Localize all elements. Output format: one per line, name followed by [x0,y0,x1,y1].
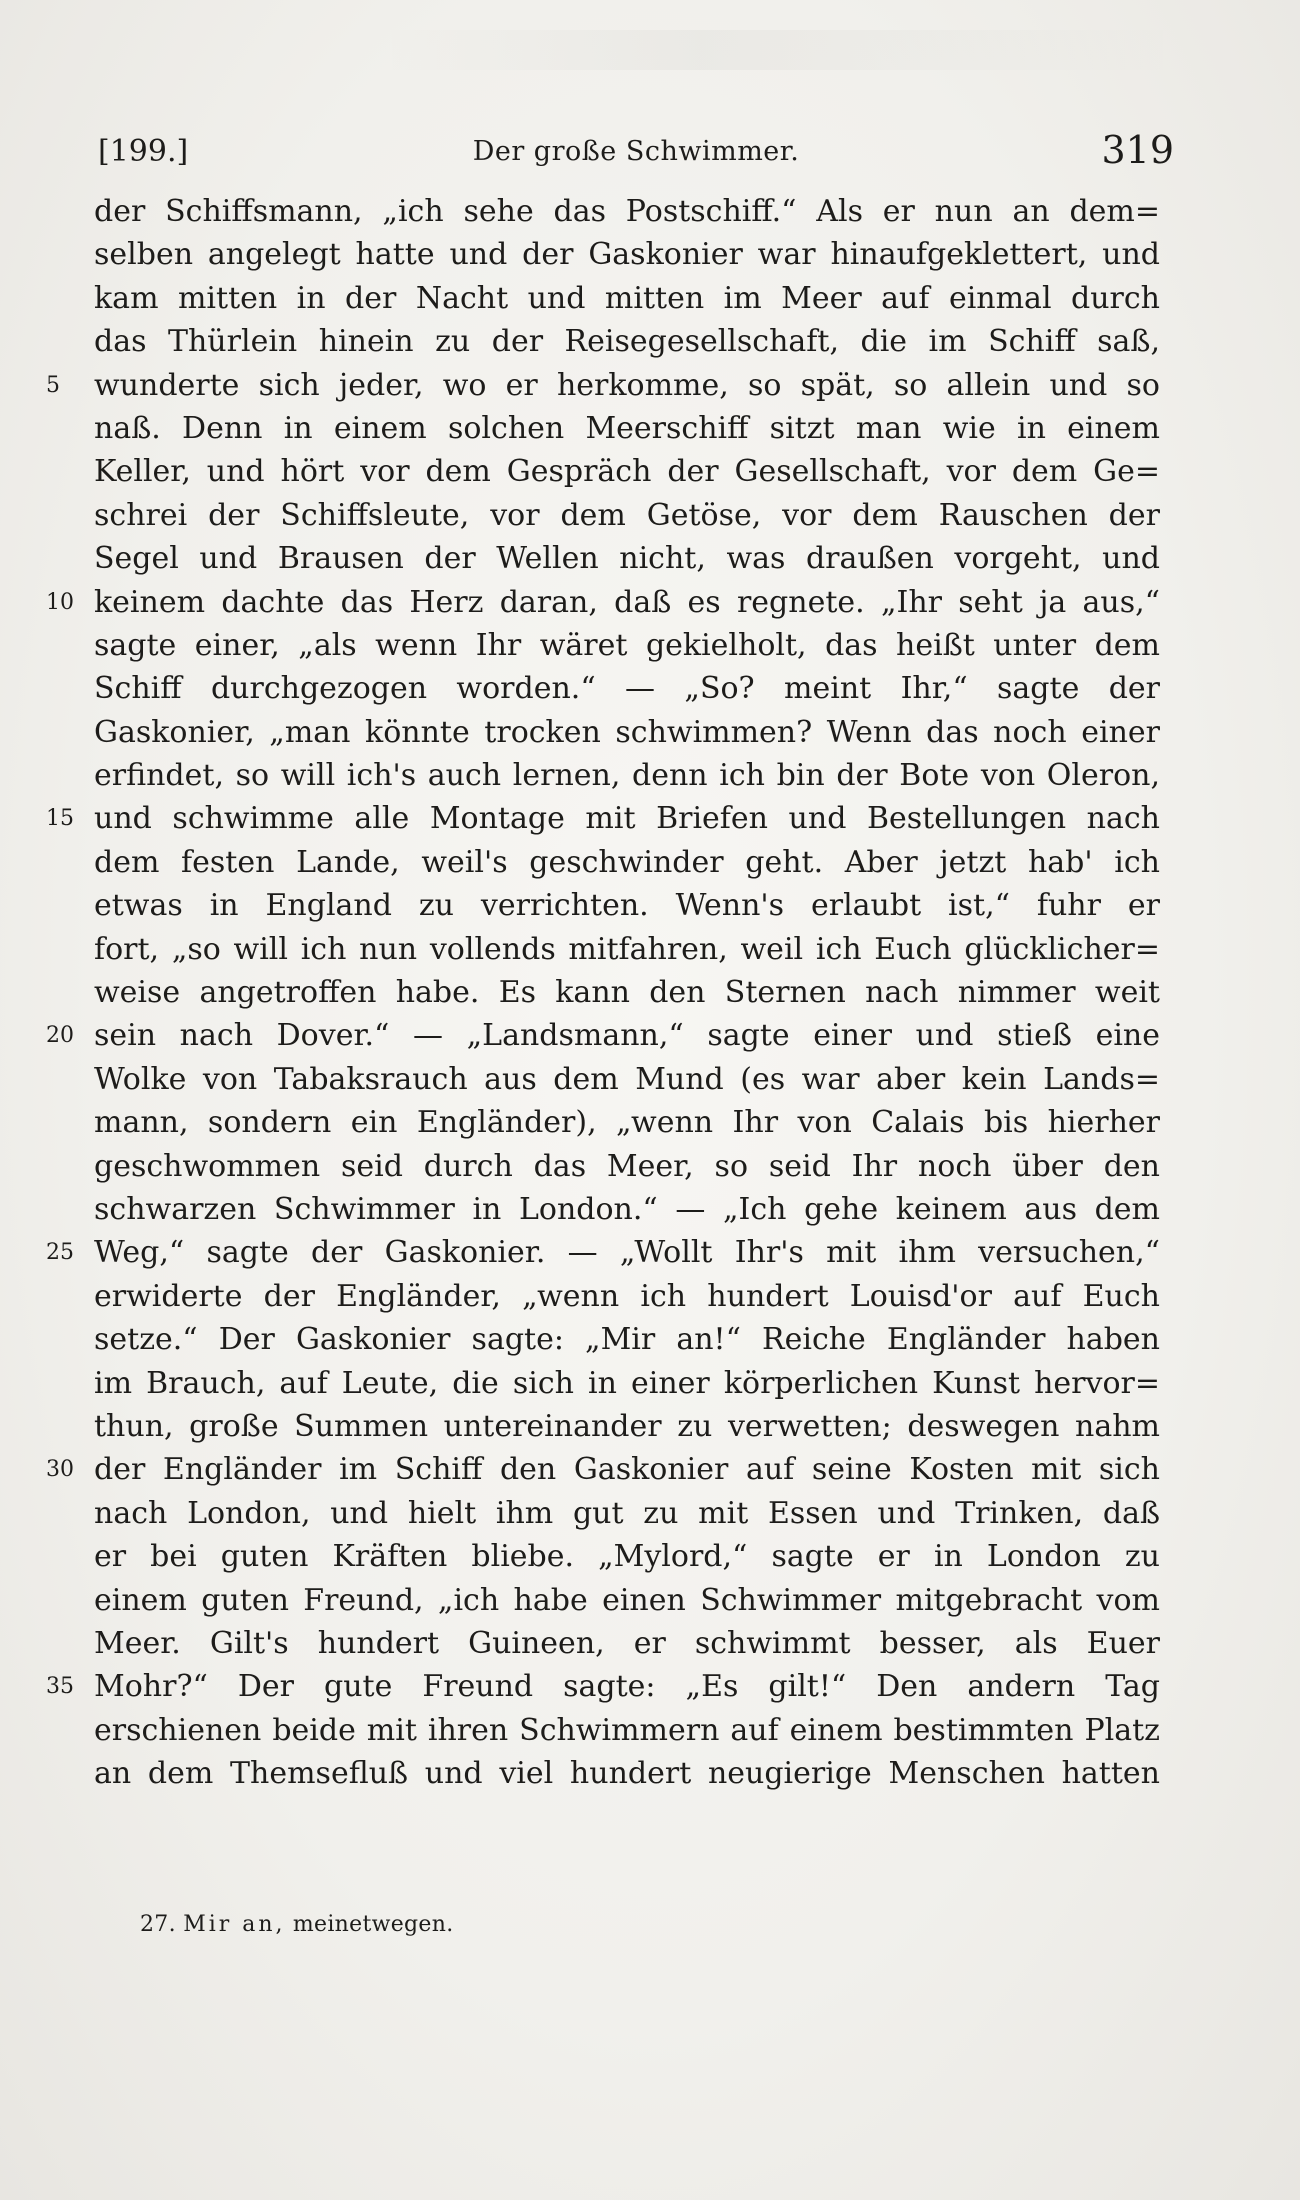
line-text: das Thürlein hinein zu der Reisegesellschaft, die im Schiff saß, [94,324,1160,360]
text-line [94,1535,1160,1578]
line-text: mann, sondern ein Engländer), „wenn Ihr von Calais bis hierher [94,1105,1160,1141]
line-text: einem guten Freund, „ich habe einen Schwimmer mitgebracht vom [94,1582,1160,1618]
line-text: Segel und Brausen der Wellen nicht, was draußen vorgeht, und [94,541,1160,577]
text-line [94,667,1160,710]
footnote-ref: 27. [140,1912,176,1937]
footnote-term: Mir an, [183,1912,286,1937]
text-line [94,1188,1160,1231]
line-text: der Engländer im Schiff den Gaskonier auf seine Kosten mit sich [94,1452,1160,1488]
text-line [94,450,1160,493]
line-number: 5 [46,372,60,398]
text-line [46,581,1160,624]
text-line [94,233,1160,276]
text-line [46,1665,1160,1708]
text-line [94,320,1160,363]
paper-bleed-through [380,30,1180,70]
text-line [94,190,1160,233]
line-number: 15 [46,806,74,832]
line-text: Keller, und hört vor dem Gespräch der Gesellschaft, vor dem Ge= [94,454,1160,490]
line-text: kam mitten in der Nacht und mitten im Meer auf einmal durch [94,280,1160,316]
text-line [94,1579,1160,1622]
line-text: im Brauch, auf Leute, die sich in einer körperlichen Kunst hervor= [94,1365,1160,1401]
running-header [98,128,1174,178]
line-text: schwarzen Schwimmer in London.“ — „Ich gehe keinem aus dem [94,1191,1160,1227]
text-line [94,1709,1160,1752]
line-text: erwiderte der Engländer, „wenn ich hundert Louisd'or auf Euch [94,1278,1160,1314]
text-line [46,1448,1160,1491]
line-text: wunderte sich jeder, wo er herkomme, so spät, so allein und so [94,367,1160,403]
text-line [94,537,1160,580]
line-text: sagte einer, „als wenn Ihr wäret gekielholt, das heißt unter dem [94,627,1160,663]
line-text: selben angelegt hatte und der Gaskonier war hinaufgeklettert, und [94,237,1160,273]
text-line [94,1752,1160,1795]
line-text: erfindet, so will ich's auch lernen, denn ich bin der Bote von Oleron, [94,758,1160,794]
text-line [94,884,1160,927]
line-text: keinem dachte das Herz daran, daß es regnete. „Ihr seht ja aus,“ [94,584,1160,620]
line-text: Schiff durchgezogen worden.“ — „So? meint Ihr,“ sagte der [94,671,1160,707]
line-text: thun, große Summen untereinander zu verwetten; deswegen nahm [94,1408,1160,1444]
text-line [94,1058,1160,1101]
text-line [94,754,1160,797]
line-text: Weg,“ sagte der Gaskonier. — „Wollt Ihr's mit ihm versuchen,“ [94,1235,1160,1271]
body-text [46,190,1160,1795]
line-text: an dem Themsefluß und viel hundert neugierige Menschen hatten [94,1756,1160,1792]
text-line [94,1622,1160,1665]
text-line [94,1492,1160,1535]
text-line [94,928,1160,971]
line-text: schrei der Schiffsleute, vor dem Getöse, vor dem Rauschen der [94,497,1160,533]
text-line [94,494,1160,537]
line-text: nach London, und hielt ihm gut zu mit Essen und Trinken, daß [94,1495,1160,1531]
text-line [94,1362,1160,1405]
line-text: setze.“ Der Gaskonier sagte: „Mir an!“ Reiche Engländer haben [94,1322,1160,1358]
text-line [46,1231,1160,1274]
line-text: weise angetroffen habe. Es kann den Sternen nach nimmer weit [94,975,1160,1011]
text-line [94,1318,1160,1361]
line-number: 25 [46,1240,74,1266]
line-text: geschwommen seid durch das Meer, so seid Ihr noch über den [94,1148,1160,1184]
line-text: sein nach Dover.“ — „Landsmann,“ sagte einer und stieß eine [94,1018,1160,1054]
running-title: Der große Schwimmer. [472,136,800,167]
text-line [46,1014,1160,1057]
line-text: erschienen beide mit ihren Schwimmern auf einem bestimmten Platz [94,1712,1160,1748]
line-text: Gaskonier, „man könnte trocken schwimmen? Wenn das noch einer [94,714,1160,750]
text-line [94,1101,1160,1144]
line-text: dem festen Lande, weil's geschwinder geht. Aber jetzt hab' ich [94,844,1160,880]
line-text: naß. Denn in einem solchen Meerschiff sitzt man wie in einem [94,410,1160,446]
line-text: der Schiffsmann, „ich sehe das Postschiff.“ Als er nun an dem= [94,194,1160,229]
text-line [94,624,1160,667]
line-text: Mohr?“ Der gute Freund sagte: „Es gilt!“ Den andern Tag [94,1669,1160,1705]
line-number: 10 [46,589,74,615]
footnote-gloss: meinetwegen. [292,1912,454,1937]
line-text: etwas in England zu verrichten. Wenn's erlaubt ist,“ fuhr er [94,888,1160,924]
page-number: 319 [1101,128,1174,172]
footnote [140,1912,454,1937]
line-number: 30 [46,1457,74,1483]
text-line [94,407,1160,450]
text-line [94,841,1160,884]
line-text: er bei guten Kräften bliebe. „Mylord,“ sagte er in London zu [94,1539,1160,1575]
bracket-number: [199.] [98,134,189,169]
text-line [94,1405,1160,1448]
line-text: Wolke von Tabaksrauch aus dem Mund (es war aber kein Lands= [94,1061,1160,1097]
line-text: fort, „so will ich nun vollends mitfahren, weil ich Euch glücklicher= [94,931,1160,967]
text-line [94,711,1160,754]
line-text: und schwimme alle Montage mit Briefen und Bestellungen nach [94,801,1160,837]
text-line [94,1275,1160,1318]
line-text: Meer. Gilt's hundert Guineen, er schwimmt besser, als Euer [94,1625,1160,1661]
line-number: 35 [46,1674,74,1700]
text-line [94,277,1160,320]
line-number: 20 [46,1023,74,1049]
text-line [94,971,1160,1014]
text-line [94,1145,1160,1188]
text-line [46,797,1160,840]
text-line [46,364,1160,407]
